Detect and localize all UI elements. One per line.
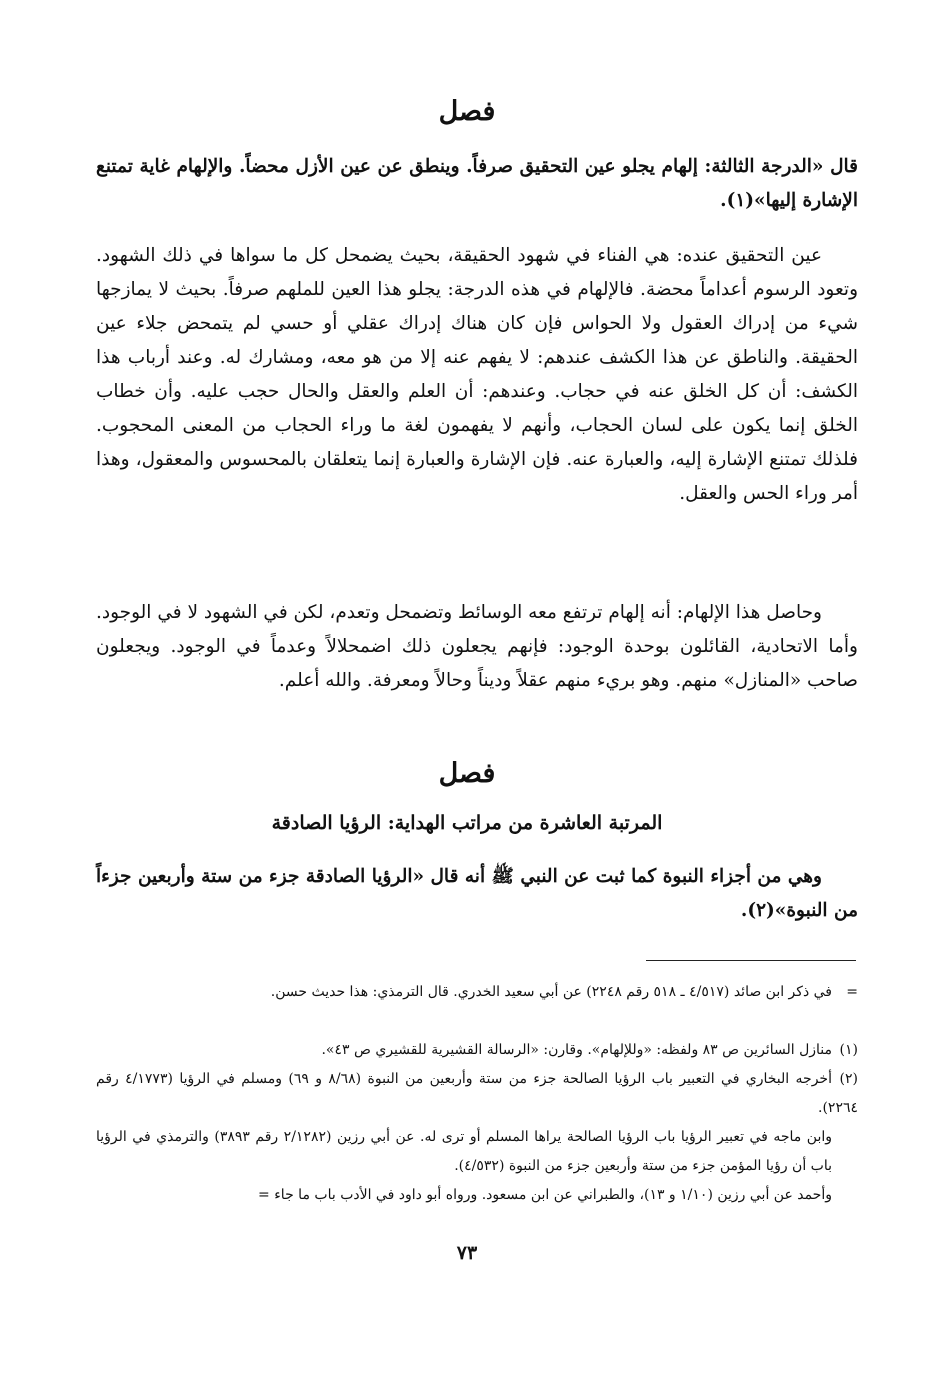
- footnote-1-number: (١): [839, 1042, 858, 1058]
- quote-paragraph: قال «الدرجة الثالثة: إلهام يجلو عين التحقيق صرفاً. وينطق عن عين الأزل محضاً. والإلهام غاية تمتنع الإشارة إليها»(١).: [96, 156, 858, 211]
- section-heading-2: فصل: [438, 758, 496, 789]
- footnote-2-text-a: أخرجه البخاري في التعبير باب الرؤيا الصالحة جزء من ستة وأربعين من النبوة (٨/٦٨ و ٦٩) ومسلم في الرؤيا (٤/١٧٧٣ رقم ٢٢٦٤).: [96, 1071, 858, 1116]
- footnote-2: [96, 1065, 858, 1123]
- body-paragraph-1: عين التحقيق عنده: هي الفناء في شهود الحقيقة، بحيث يضمحل كل ما سواها في ذلك الشهود. وتعود الرسوم أعداماً محضة. فالإلهام في هذه الدرجة: يجلو هذا العين للملهم صرفاً. بحيث لا يمازجها شيء من إدراك العقول ولا الحواس فإن كان هناك إدراك عقلي أو حسي لم يتمحض جلاء عين الحقيقة. والناطق عن هذا الكشف عندهم: لا يفهم عنه إلا من هو معه، ومشارك له. وعند أرباب هذا الكشف: أن كل الخلق عنه في حجاب. وعندهم: أن العلم والعقل والحال حجب عليه. وأن خطاب الخلق إنما يكون على لسان الحجاب، وأنهم لا يفهمون لغة ما وراء الحجاب من المعنى المحجوب. فلذلك تمتنع الإشارة إليه، والعبارة عنه. فإن الإشارة والعبارة إنما يتعلقان بالمحسوس والمعقول، وهذا أمر وراء الحس والعقل.: [96, 245, 858, 504]
- footnote-2-part-c: وأحمد عن أبي رزين (١/١٠ و ١٣)، والطبراني عن ابن مسعود. ورواه أبو داود في الأدب باب ما جاء =: [258, 1187, 832, 1203]
- body-paragraph-2: وحاصل هذا الإلهام: أنه إلهام ترتفع معه الوسائط وتضمحل وتعدم، لكن في الشهود لا في الوجود. وأما الاتحادية، القائلون بوحدة الوجود: فإنهم يجعلون ذلك اضمحلالاً وعدماً في الوجود. ويجعلون صاحب «المنازل» منهم. وهو بريء منهم عقلاً وديناً وحالاً ومعرفة. والله أعلم.: [96, 602, 858, 691]
- footnote-separator: [646, 960, 856, 961]
- footnote-1: [96, 1036, 858, 1065]
- body-paragraph-3: وهي من أجزاء النبوة كما ثبت عن النبي ﷺ أنه قال «الرؤيا الصادقة جزء من ستة وأربعين جزءاً من النبوة»(٢).: [96, 866, 858, 921]
- footnote-2-part-b: وابن ماجه في تعبير الرؤيا باب الرؤيا الصالحة يراها المسلم أو ترى له. عن أبي رزين (٢/١٢٨٢ رقم ٣٨٩٣) والترمذي في الرؤيا باب أن رؤيا المؤمن جزء من ستة وأربعين جزء من النبوة (٤/٥٣٢).: [96, 1129, 832, 1174]
- footnote-continuation-text: في ذكر ابن صائد (٤/٥١٧ ـ ٥١٨ رقم ٢٢٤٨) عن أبي سعيد الخدري. قال الترمذي: هذا حديث حسن.: [270, 984, 832, 1000]
- footnote-continuation: [96, 978, 858, 1007]
- section-heading-1: فصل: [438, 96, 496, 127]
- footnote-1-text: منازل السائرين ص ٨٣ ولفظه: «وللإلهام». وقارن: «الرسالة القشيرية للقشيري ص ٤٣».: [321, 1042, 832, 1058]
- footnote-2-number: (٢): [839, 1071, 858, 1087]
- section-subheading: المرتبة العاشرة من مراتب الهداية: الرؤيا الصادقة: [271, 812, 663, 834]
- page-number: ٧٣: [456, 1242, 478, 1264]
- continuation-marker: =: [846, 984, 858, 1000]
